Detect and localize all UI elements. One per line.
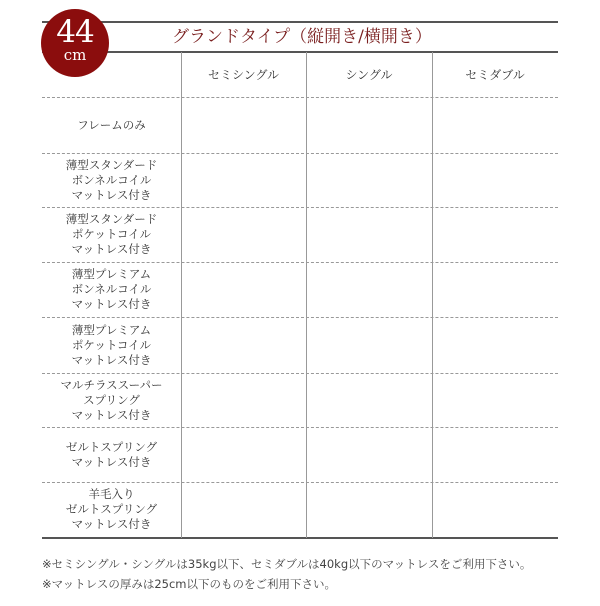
column-header-semi-double: セミダブル (465, 68, 525, 82)
badge-unit: cm (63, 46, 87, 64)
column-divider (432, 52, 433, 538)
column-divider (306, 52, 307, 538)
badge-number: 44 (56, 14, 94, 50)
height-badge (41, 9, 109, 77)
row-label-thin-premium-bonnell: 薄型プレミアム ボンネルコイル マットレス付き (71, 267, 152, 311)
row-label-zelt-spring: ゼルトスプリング マットレス付き (65, 439, 158, 469)
column-header-semi-single: セミシングル (207, 68, 280, 82)
column-divider (181, 52, 182, 538)
row-label-thin-premium-pocket: 薄型プレミアム ポケットコイル マットレス付き (71, 322, 152, 367)
column-header-single: シングル (345, 68, 393, 82)
row-label-thin-standard-bonnell: 薄型スタンダード ボンネルコイル マットレス付き (65, 157, 158, 202)
row-label-frame-only: フレームのみ (77, 117, 146, 132)
row-label-wool-zelt-spring: 羊毛入り ゼルトスプリング マットレス付き (65, 487, 158, 531)
table-bottom-rule (42, 537, 558, 539)
row-label-multi-lath-super-spring: マルチラススーパー スプリング マットレス付き (60, 377, 163, 422)
section-title: グランドタイプ（縦開き/横開き） (172, 27, 432, 47)
footnote-weight-limit: ※セミシングル・シングルは35kg以下、セミダブルは40kg以下のマットレスをご利用下さい。 (42, 557, 532, 571)
row-label-thin-standard-pocket: 薄型スタンダード ポケットコイル マットレス付き (65, 212, 158, 256)
footnote-thickness-limit: ※マットレスの厚みは25cm以下のものをご利用下さい。 (42, 577, 336, 591)
